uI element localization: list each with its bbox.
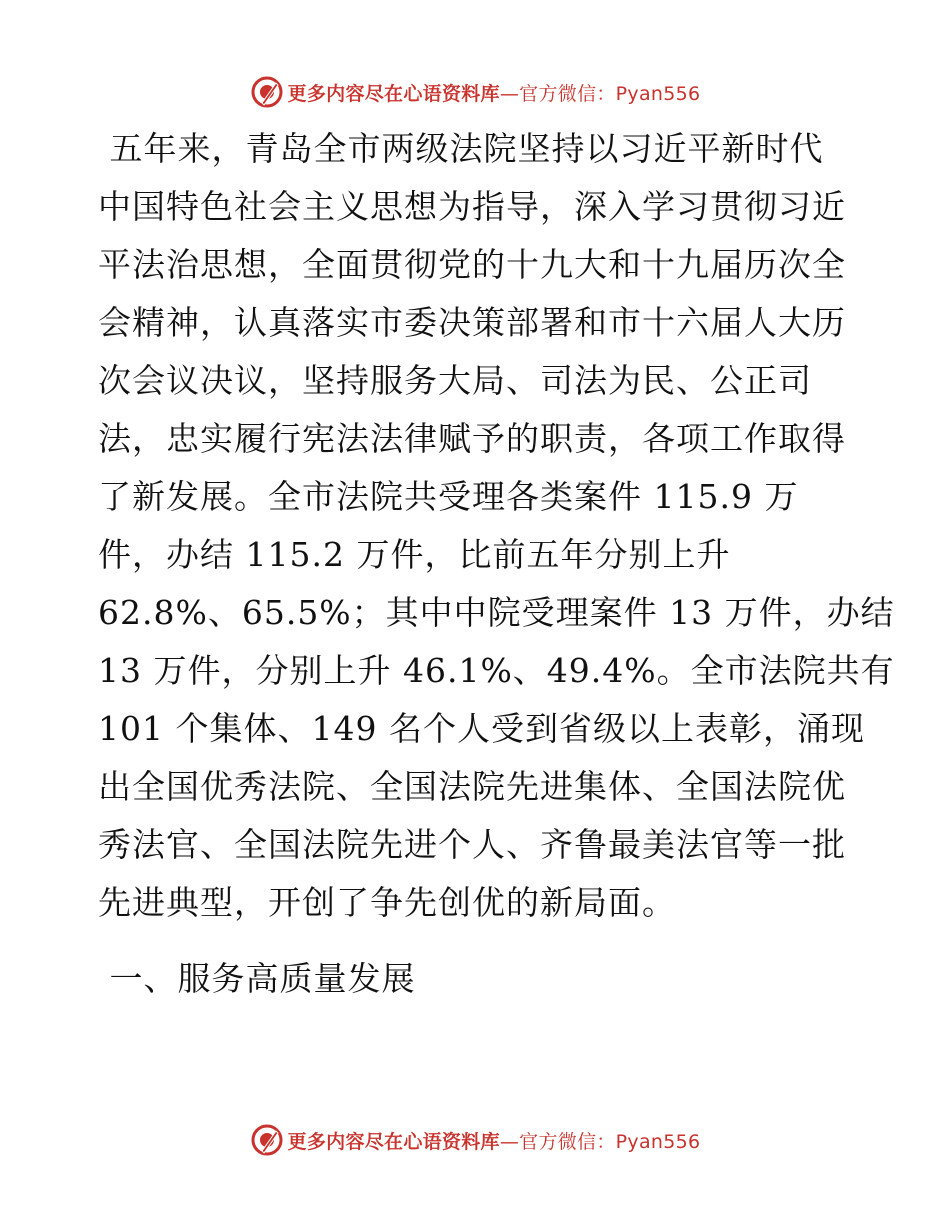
- paragraph-line: 先进典型，开创了争先创优的新局面。: [98, 883, 676, 922]
- paragraph-line: 平法治思想，全面贯彻党的十九大和十九届历次全: [98, 245, 846, 284]
- section-heading-wrap: [98, 950, 416, 1008]
- watermark-site-name: 更多内容尽在心语资料库: [287, 1130, 500, 1153]
- paragraph-line: 101 个集体、149 名个人受到省级以上表彰，涌现: [98, 709, 865, 748]
- body-paragraph: [98, 120, 895, 932]
- paragraph-line: 会精神，认真落实市委决策部署和市十六届人大历: [98, 303, 846, 342]
- watermark-dash: —: [499, 1130, 520, 1153]
- paragraph-line: 五年来，青岛全市两级法院坚持以习近平新时代: [98, 129, 824, 168]
- header-watermark: [0, 72, 950, 112]
- watermark-text: [288, 1127, 701, 1154]
- footer-watermark: [0, 1120, 950, 1160]
- watermark-site-name: 更多内容尽在心语资料库: [287, 82, 500, 105]
- paragraph-line: 次会议决议，坚持服务大局、司法为民、公正司: [98, 361, 812, 400]
- paragraph-line: 件，办结 115.2 万件，比前五年分别上升: [98, 535, 731, 574]
- section-heading: 一、服务高质量发展: [98, 959, 416, 998]
- watermark-wechat: 官方微信：Pyan556: [519, 82, 701, 105]
- pen-circle-logo-icon: [250, 1123, 284, 1157]
- paragraph-line: 13 万件，分别上升 46.1%、49.4%。全市法院共有: [98, 651, 895, 690]
- paragraph-line: 62.8%、65.5%；其中中院受理案件 13 万件，办结: [98, 593, 895, 632]
- paragraph-line: 出全国优秀法院、全国法院先进集体、全国法院优: [98, 767, 846, 806]
- pen-circle-logo-icon: [250, 75, 284, 109]
- paragraph-line: 中国特色社会主义思想为指导，深入学习贯彻习近: [98, 187, 846, 226]
- watermark-text: [288, 79, 701, 106]
- paragraph-line: 了新发展。全市法院共受理各类案件 115.9 万: [98, 477, 799, 516]
- watermark-wechat: 官方微信：Pyan556: [519, 1130, 701, 1153]
- watermark-dash: —: [499, 82, 520, 105]
- paragraph-line: 秀法官、全国法院先进个人、齐鲁最美法官等一批: [98, 825, 846, 864]
- paragraph-line: 法，忠实履行宪法法律赋予的职责，各项工作取得: [98, 419, 846, 458]
